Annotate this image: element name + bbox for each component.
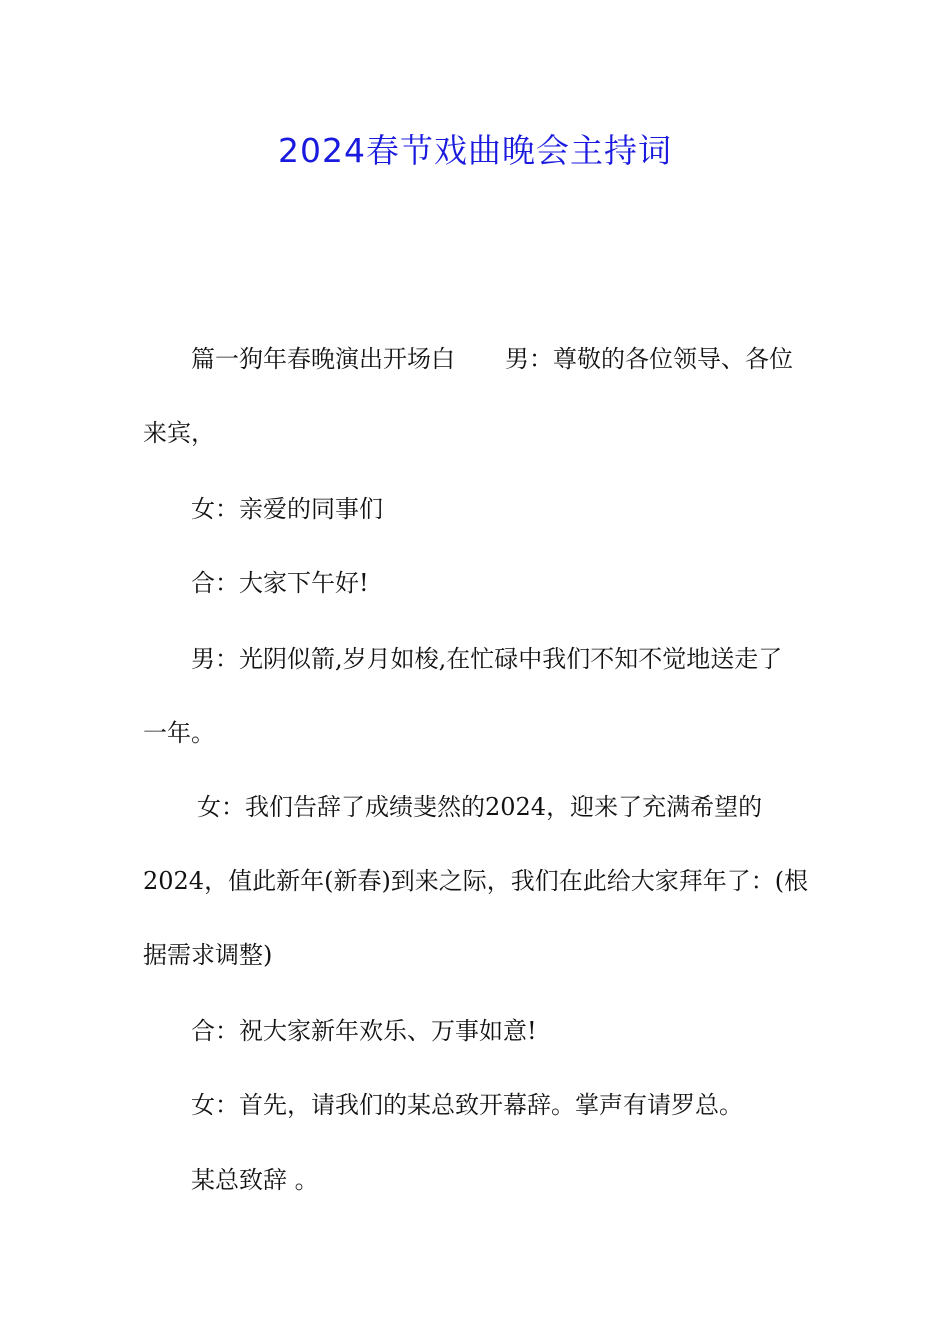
paragraph-text: 女：首先，请我们的某总致开幕辞。掌声有请罗总。 (191, 1091, 743, 1119)
document-title: 2024春节戏曲晚会主持词 (278, 131, 672, 170)
paragraph-text: 篇一狗年春晚演出开场白 (191, 345, 455, 373)
paragraph-text: 2024，值此新年(新春)到来之际，我们在此给大家拜年了：(根 (143, 867, 809, 895)
paragraph-text: 女：我们告辞了成绩斐然的2024，迎来了充满希望的 (197, 793, 763, 821)
paragraph-text: 一年。 (143, 719, 215, 747)
paragraph-female (143, 770, 810, 992)
paragraph-opening (143, 322, 810, 470)
paragraph-text: 某总致辞 。 (191, 1166, 319, 1194)
paragraph-text: 女：亲爱的同事们 (191, 495, 383, 523)
paragraph-text: 男：尊敬的各位领导、各位 (505, 345, 793, 373)
paragraph-text: 来宾， (143, 419, 215, 447)
paragraph-text: 合：祝大家新年欢乐、万事如意! (191, 1017, 537, 1045)
paragraph-text: 据需求调整) (143, 941, 273, 969)
paragraph-male (143, 622, 810, 770)
paragraph-text: 合：大家下午好! (191, 569, 369, 597)
paragraph-text: 男：光阴似箭,岁月如梭,在忙碌中我们不知不觉地送走了 (191, 645, 783, 673)
